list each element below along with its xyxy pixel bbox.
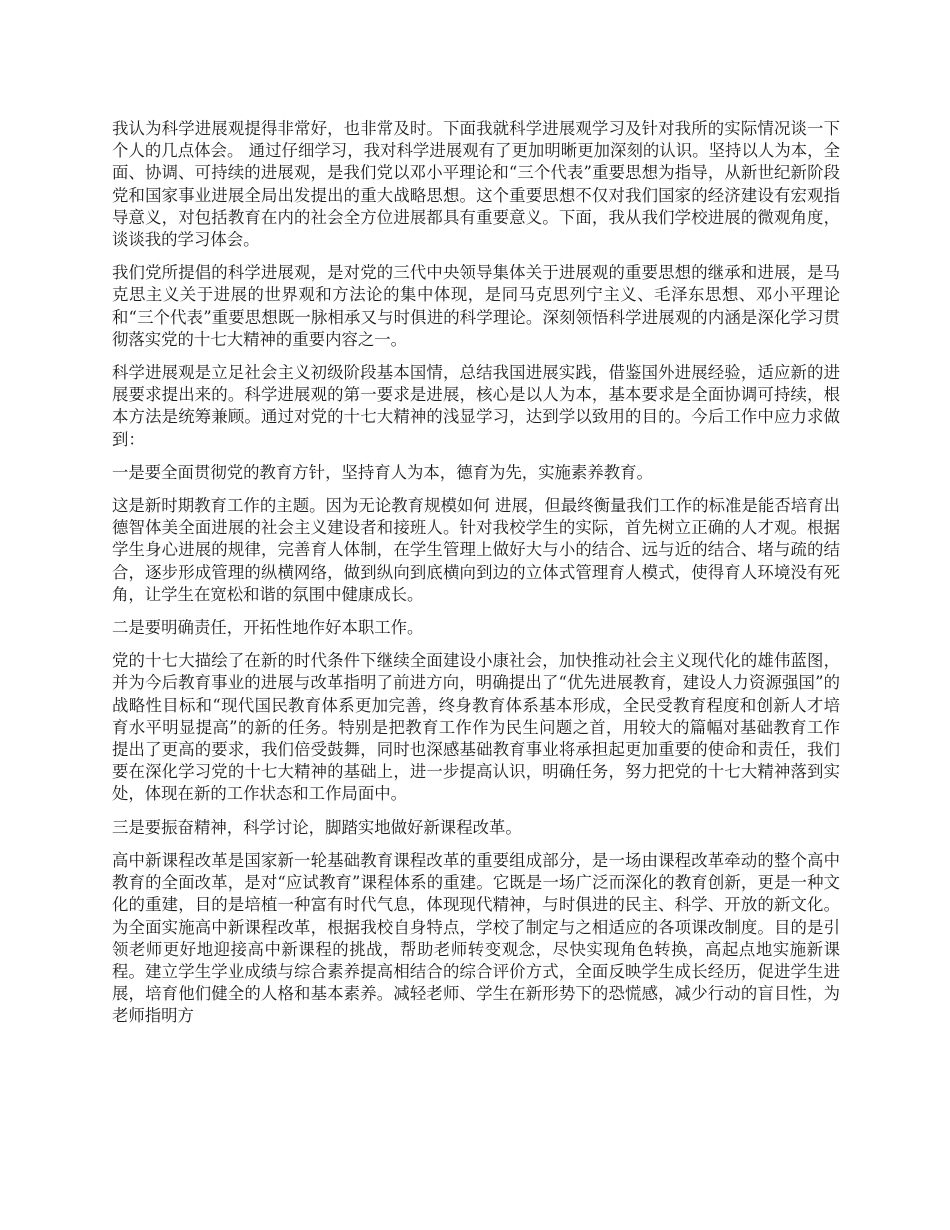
paragraph-point-two: 二是要明确责任，开拓性地作好本职工作。 xyxy=(112,618,424,638)
paragraph-1: 我认为科学进展观提得非常好，也非常及时。下面我就科学进展观学习及针对我所的实际情况谈一下个人的几点体会。 通过仔细学习，我对科学进展观有了更加明晰更加深刻的认识。坚持以人为本，全面、协调、可持续的进展观，是我们党以邓小平理论和“三个代表”重要思想为指导，从新世纪新阶段党和国家事业进展全局出发提出的重大战略思想。这个重要思想不仅对我们国家的经济建设有宏观指导意义，对包括教育在内的社会全方位进展都具有重要意义。下面，我从我们学校进展的微观角度，谈谈我的学习体会。 xyxy=(112,119,840,250)
paragraph-7: 党的十七大描绘了在新的时代条件下继续全面建设小康社会，加快推动社会主义现代化的雄伟蓝图，并为今后教育事业的进展与改革指明了前进方向，明确提出了“优先进展教育，建设人力资源强国”的战略性目标和“现代国民教育体系更加完善，终身教育体系基本形成，全民受教育程度和创新人才培育水平明显提高”的新的任务。特别是把教育工作作为民生问题之首，用较大的篇幅对基础教育工作提出了更高的要求，我们倍受鼓舞，同时也深感基础教育事业将承担起更加重要的使命和责任，我们要在深化学习党的十七大精神的基础上，进一步提高认识，明确任务，努力把党的十七大精神落到实处，体现在新的工作状态和工作局面中。 xyxy=(112,651,840,804)
paragraph-point-three: 三是要振奋精神，科学讨论，脚踏实地做好新课程改革。 xyxy=(112,817,522,837)
paragraph-2: 我们党所提倡的科学进展观，是对党的三代中央领导集体关于进展观的重要思想的继承和进展，是马克思主义关于进展的世界观和方法论的集中体现，是同马克思列宁主义、毛泽东思想、邓小平理论和“三个代表”重要思想既一脉相承又与时俱进的科学理论。深刻领悟科学进展观的内涵是深化学习贯彻落实党的十七大精神的重要内容之一。 xyxy=(112,263,840,349)
paragraph-5: 这是新时期教育工作的主题。因为无论教育规模如何 进展，但最终衡量我们工作的标准是能否培育出德智体美全面进展的社会主义建设者和接班人。针对我校学生的实际，首先树立正确的人才观。根据学生身心进展的规律，完善育人体制，在学生管理上做好大与小的结合、远与近的结合、堵与疏的结合，逐步形成管理的纵横网络，做到纵向到底横向到边的立体式管理育人模式，使得育人环境没有死角，让学生在宽松和谐的氛围中健康成长。 xyxy=(112,496,840,604)
paragraph-9: 高中新课程改革是国家新一轮基础教育课程改革的重要组成部分，是一场由课程改革牵动的整个高中教育的全面改革，是对“应试教育”课程体系的重建。它既是一场广泛而深化的教育创新，更是一种文化的重建，目的是培植一种富有时代气息，体现现代精神，与时俱进的民主、科学、开放的新文化。为全面实施高中新课程改革，根据我校自身特点，学校了制定与之相适应的各项课改制度。目的是引领老师更好地迎接高中新课程的挑战，帮助老师转变观念，尽快实现角色转换，高起点地实施新课程。建立学生学业成绩与综合素养提高相结合的综合评价方式，全面反映学生成长经历，促进学生进展，培育他们健全的人格和基本素养。减轻老师、学生在新形势下的恐慌感，减少行动的盲目性，为老师指明方 xyxy=(112,850,840,1026)
document-body xyxy=(112,118,840,1039)
paragraph-3: 科学进展观是立足社会主义初级阶段基本国情，总结我国进展实践，借鉴国外进展经验，适应新的进展要求提出来的。科学进展观的第一要求是进展，核心是以人为本，基本要求是全面协调可持续，根本方法是统筹兼顾。通过对党的十七大精神的浅显学习，达到学以致用的目的。今后工作中应力求做到： xyxy=(112,363,840,449)
paragraph-point-one: 一是要全面贯彻党的教育方针，坚持育人为本，德育为先，实施素养教育。 xyxy=(112,462,653,482)
